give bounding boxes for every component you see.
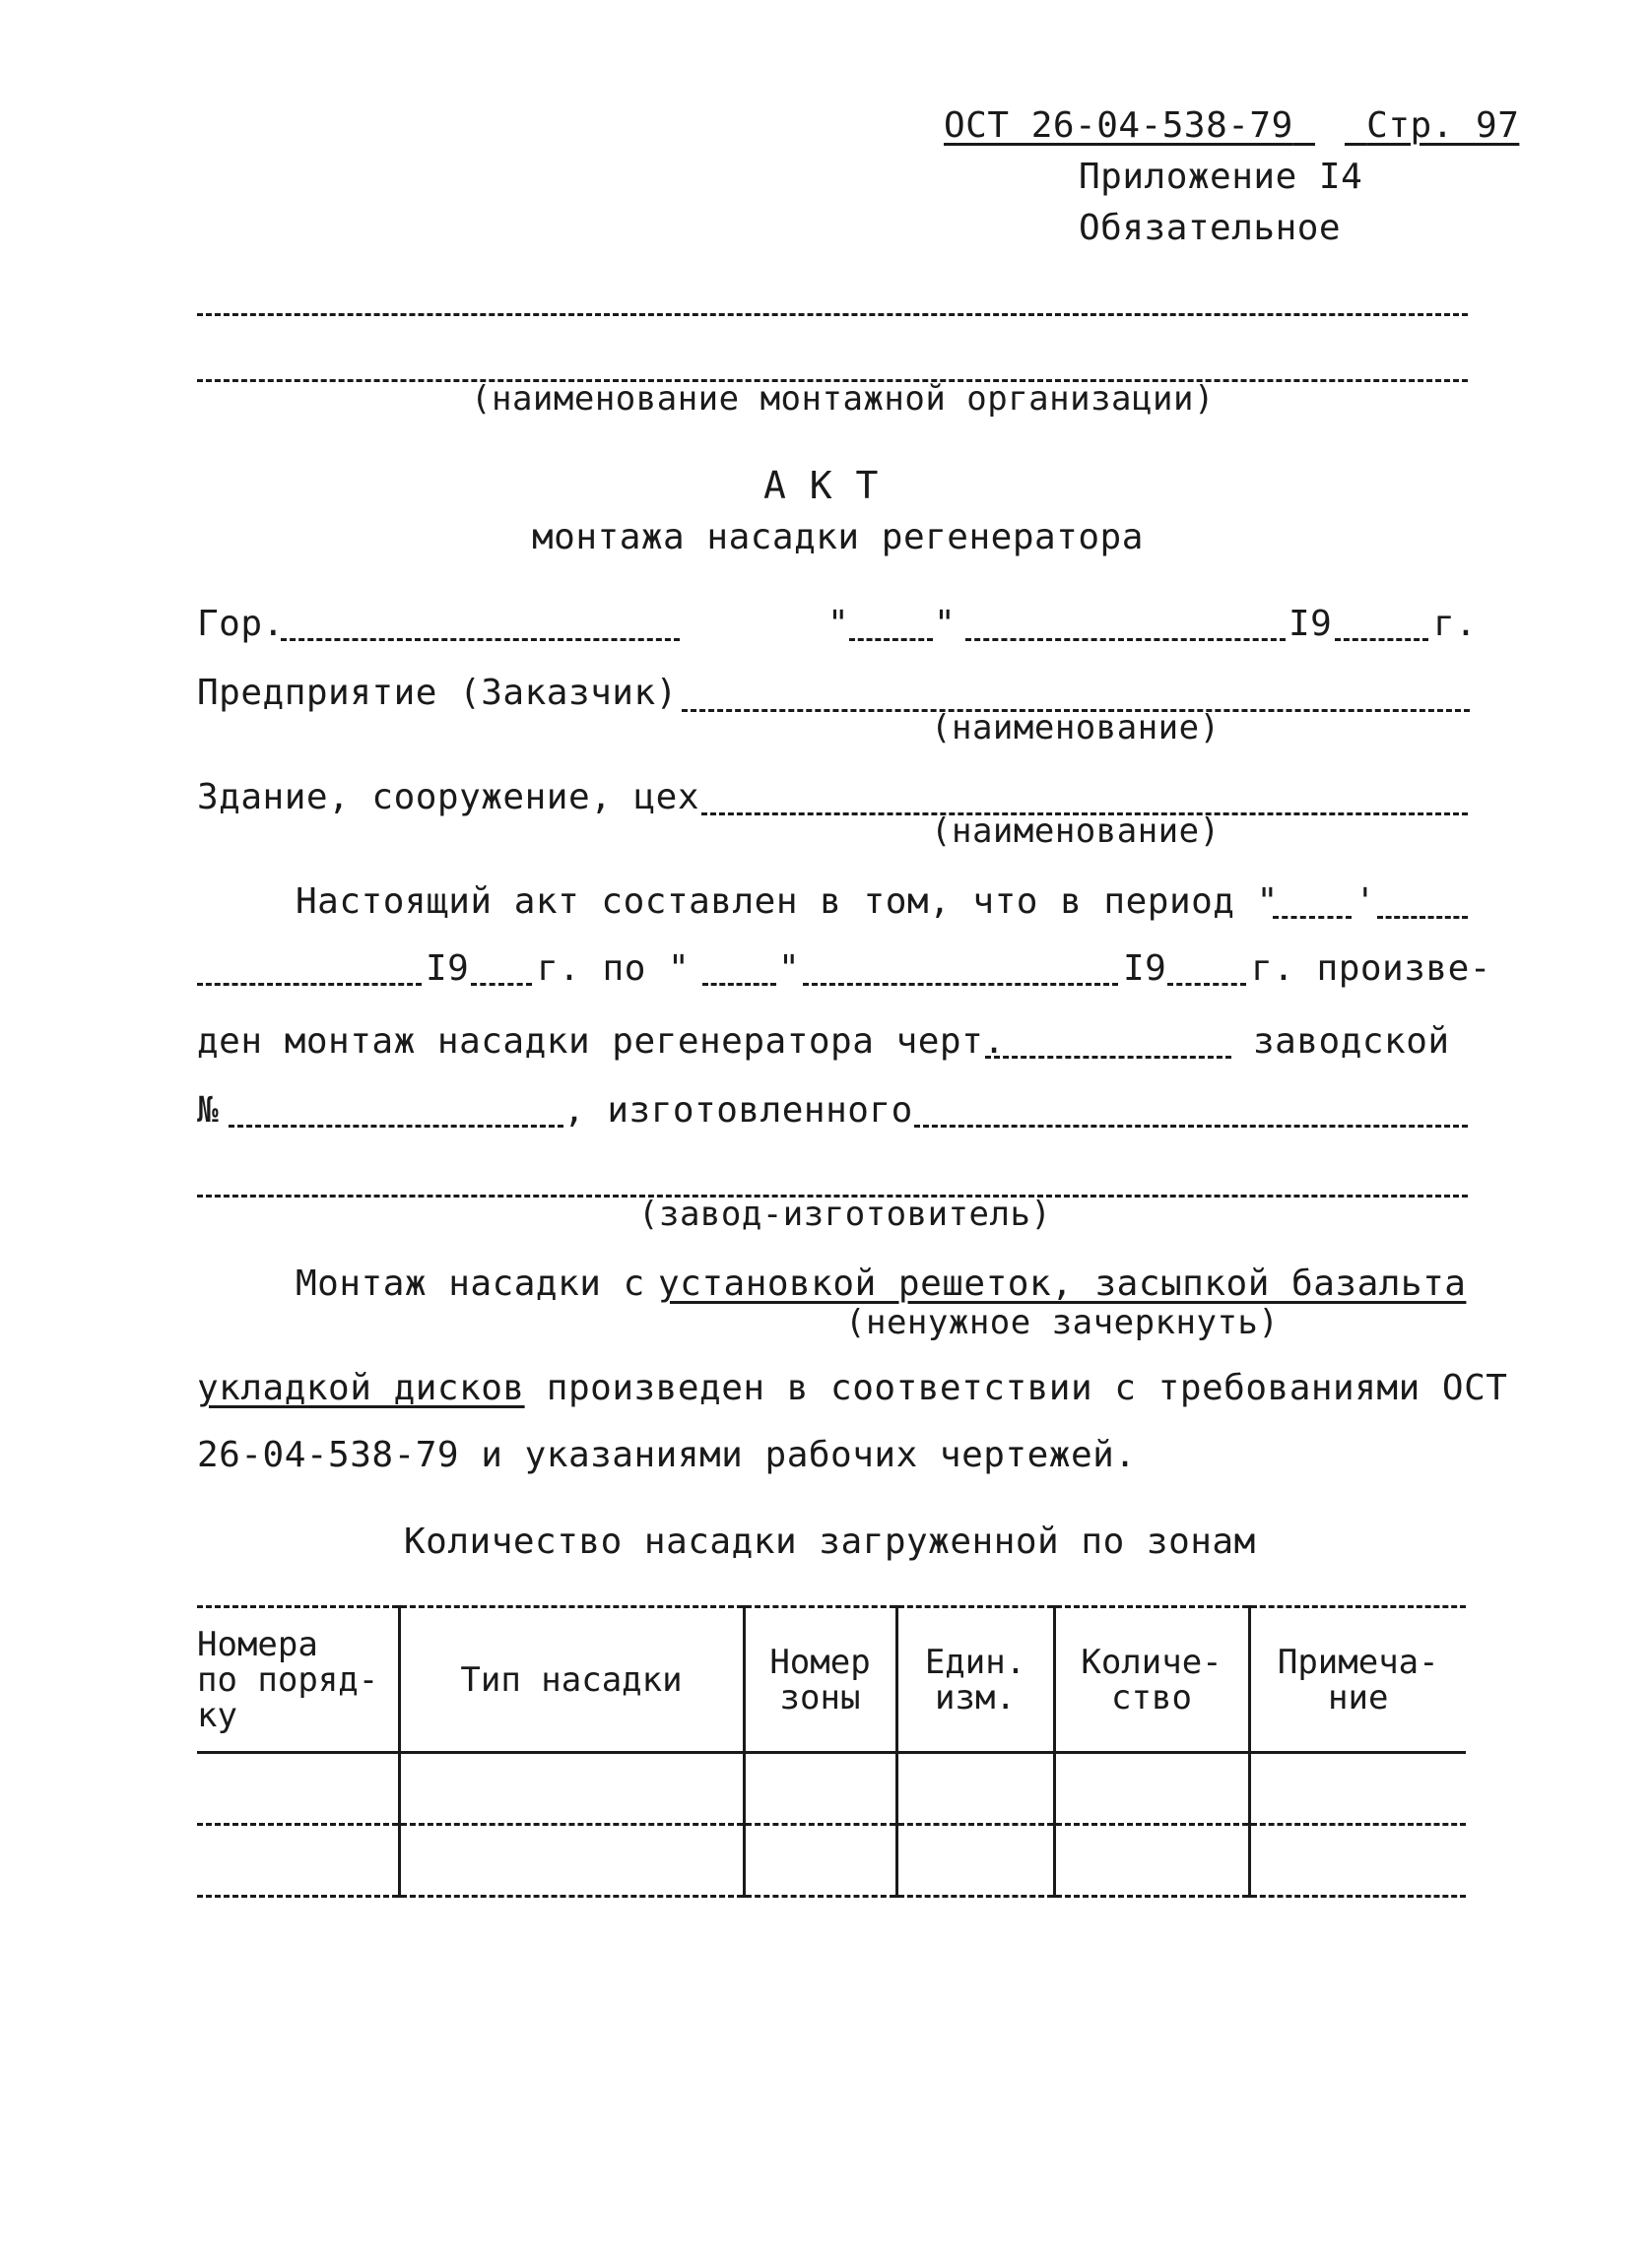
city-label: Гор. <box>197 604 285 644</box>
org-caption: (наименование монтажной организации) <box>471 379 1215 419</box>
number-sign: № <box>197 1090 220 1131</box>
col-quantity: Количе- ство <box>1054 1607 1249 1753</box>
table-cell[interactable] <box>197 1753 399 1825</box>
strike-caption: (ненужное зачеркнуть) <box>845 1303 1280 1342</box>
installation-option-2: укладкой дисков <box>197 1368 525 1408</box>
period-month-field[interactable] <box>1377 916 1468 919</box>
period-end-text: г. произве- <box>1251 948 1491 989</box>
manufacturer-field[interactable] <box>914 1125 1468 1128</box>
table-cell[interactable] <box>744 1753 896 1825</box>
factory-no-field[interactable] <box>229 1125 563 1128</box>
year-prefix: I9 <box>1289 604 1333 644</box>
city-field[interactable] <box>281 638 680 641</box>
drawing-text: ден монтаж насадки регенератора черт. <box>197 1021 1006 1062</box>
period-day-field[interactable] <box>1273 916 1352 919</box>
manufacturer-caption: (завод-изготовитель) <box>638 1195 1052 1234</box>
table-cell[interactable] <box>1249 1825 1466 1897</box>
installation-line-3 <box>197 1368 1508 1408</box>
manufactured-text: , изготовленного <box>563 1090 913 1131</box>
customer-label: Предприятие (Заказчик) <box>197 673 678 713</box>
drawing-field[interactable] <box>985 1056 1231 1059</box>
factory-no-label: заводской <box>1253 1021 1450 1062</box>
period-year1: I9 <box>426 948 470 989</box>
customer-caption: (наименование) <box>931 708 1221 747</box>
table-row <box>197 1753 1466 1825</box>
year-field[interactable] <box>1335 638 1428 641</box>
building-label: Здание, сооружение, цех <box>197 777 699 817</box>
end-month-field[interactable] <box>803 983 1118 986</box>
period-year2: I9 <box>1123 948 1167 989</box>
table-cell[interactable] <box>1054 1753 1249 1825</box>
installation-text: Монтаж насадки с <box>296 1264 645 1304</box>
col-unit: Един. изм. <box>896 1607 1054 1753</box>
period-quote: ' <box>1355 881 1377 922</box>
year-suffix: г. <box>1433 604 1478 644</box>
table-header-row <box>197 1607 1466 1753</box>
table-cell[interactable] <box>197 1825 399 1897</box>
table-cell[interactable] <box>896 1825 1054 1897</box>
table-cell[interactable] <box>1054 1825 1249 1897</box>
month-field[interactable] <box>965 638 1286 641</box>
end-day-field[interactable] <box>702 983 776 986</box>
building-caption: (наименование) <box>931 811 1221 851</box>
end-quote: " <box>778 948 801 989</box>
period-year2-field[interactable] <box>1167 983 1246 986</box>
table-cell[interactable] <box>399 1825 744 1897</box>
table-cell[interactable] <box>744 1825 896 1897</box>
compliance-text-2: 26-04-538-79 и указаниями рабочих чертежей. <box>197 1435 1137 1475</box>
col-note: Примеча- ние <box>1249 1607 1466 1753</box>
table-cell[interactable] <box>1249 1753 1466 1825</box>
col-packing-type: Тип насадки <box>399 1607 744 1753</box>
doc-ref: ОСТ 26-04-538-79 <box>944 105 1293 146</box>
appendix-label: Приложение I4 <box>1079 157 1363 197</box>
period-year1-field[interactable] <box>471 983 532 986</box>
table-caption: Количество насадки загруженной по зонам <box>404 1522 1256 1562</box>
period-month-field-cont[interactable] <box>197 983 422 986</box>
period-text: Настоящий акт составлен в том, что в период " <box>296 881 1279 922</box>
act-subtitle: монтажа насадки регенератора <box>532 517 1144 557</box>
page-number: Стр. 97 <box>1366 105 1520 146</box>
compliance-text: произведен в соответствии с требованиями ОСТ <box>546 1368 1508 1408</box>
col-zone-number: Номер зоны <box>744 1607 896 1753</box>
installation-option-1: установкой решеток, засыпкой базальта <box>658 1264 1467 1304</box>
act-title: А К Т <box>763 464 879 507</box>
day-field[interactable] <box>849 638 933 641</box>
org-line-1 <box>197 313 1468 316</box>
appendix-status: Обязательное <box>1079 208 1342 248</box>
col-number: Номера по поряд- ку <box>197 1607 399 1753</box>
table-row <box>197 1825 1466 1897</box>
date-quote-open: " <box>827 604 850 644</box>
table-cell[interactable] <box>896 1753 1054 1825</box>
table-cell[interactable] <box>399 1753 744 1825</box>
period-to: г. по " <box>537 948 691 989</box>
loading-table <box>197 1605 1466 1898</box>
document-reference <box>944 105 1520 146</box>
date-quote-close: " <box>934 604 957 644</box>
